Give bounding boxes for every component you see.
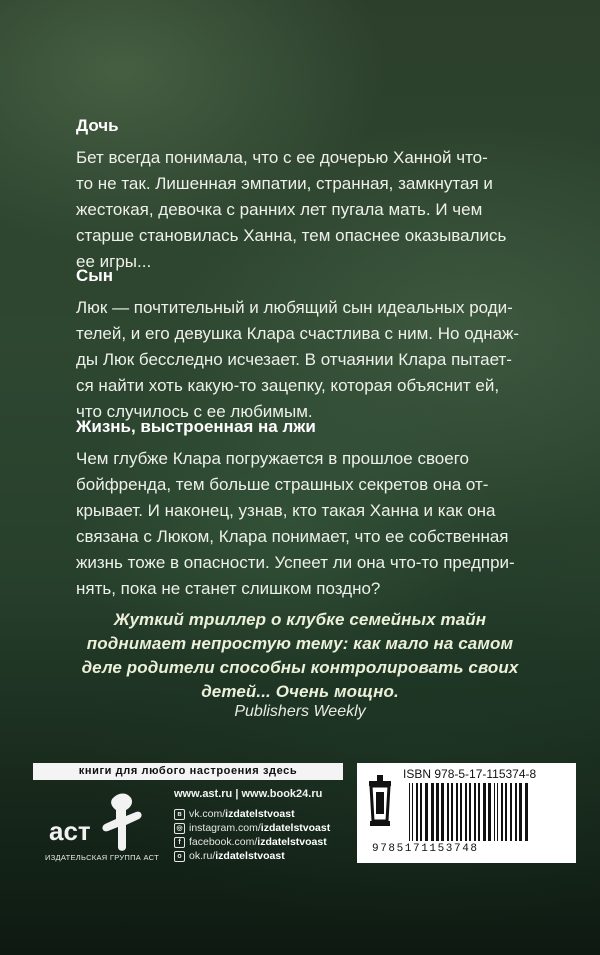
text-line: ся найти хоть какую-то зацепку, которая объяснит ей, bbox=[76, 376, 500, 395]
barcode-bar bbox=[409, 783, 410, 841]
review-quote bbox=[40, 608, 560, 704]
barcode-bar bbox=[451, 783, 453, 841]
logo-text: аст bbox=[49, 816, 91, 846]
social-handle: izdatelstvoast bbox=[260, 822, 331, 834]
text-line: Люк — почтительный и любящий сын идеальных роди- bbox=[76, 298, 513, 317]
section-text bbox=[76, 295, 546, 425]
facebook-icon: f bbox=[174, 837, 185, 848]
lantern-icon bbox=[369, 775, 391, 826]
text-line: бойфренда, тем больше страшных секретов она от- bbox=[76, 475, 489, 494]
social-prefix: ok.ru/ bbox=[189, 850, 216, 862]
section-son bbox=[76, 266, 546, 425]
tagline-bar: книги для любого настроения здесь bbox=[33, 763, 343, 780]
barcode-bar bbox=[441, 783, 444, 841]
social-prefix: instagram.com/ bbox=[189, 822, 261, 834]
barcode-bar bbox=[425, 783, 428, 841]
barcode-bar bbox=[515, 783, 517, 841]
text-line: нять, пока не станет слишком поздно? bbox=[76, 579, 381, 598]
vk-icon: в bbox=[174, 809, 185, 820]
barcode-bar bbox=[525, 783, 528, 841]
section-heading: Дочь bbox=[76, 116, 119, 135]
publisher-links bbox=[174, 788, 330, 863]
section-daughter bbox=[76, 116, 546, 275]
instagram-icon: ◎ bbox=[174, 823, 185, 834]
ok-icon: о bbox=[174, 851, 185, 862]
barcode-bar bbox=[447, 783, 449, 841]
social-handle: izdatelstvoast bbox=[215, 850, 285, 862]
section-heading: Жизнь, выстроенная на лжи bbox=[76, 417, 316, 436]
quote-attribution: Publishers Weekly bbox=[234, 703, 366, 720]
text-line: что случилось с ее любимым. bbox=[76, 402, 313, 421]
quote-line: поднимает непростую тему: как мало на самом bbox=[86, 634, 514, 653]
quote-line: деле родители способны контролировать своих bbox=[81, 658, 519, 677]
logo-caption: ИЗДАТЕЛЬСКАЯ ГРУППА АСТ bbox=[45, 853, 159, 862]
section-life-built-on-lies bbox=[76, 417, 546, 602]
text-line: жестокая, девочка с ранних лет пугала мать. И чем bbox=[76, 200, 483, 219]
barcode-bar bbox=[494, 783, 495, 841]
barcode-bar bbox=[483, 783, 486, 841]
barcode-bar bbox=[460, 783, 462, 841]
barcode-bar bbox=[488, 783, 491, 841]
barcode-bar bbox=[497, 783, 498, 841]
barcode-bar bbox=[420, 783, 422, 841]
barcode-bar bbox=[412, 783, 413, 841]
section-text bbox=[76, 145, 546, 275]
text-line: ды Люк бесследно исчезает. В отчаянии Клара пытает- bbox=[76, 350, 512, 369]
section-text bbox=[76, 446, 546, 602]
text-line: ее игры... bbox=[76, 252, 152, 271]
barcode-bar bbox=[469, 783, 471, 841]
social-link-facebook[interactable] bbox=[174, 835, 330, 849]
barcode-bar bbox=[436, 783, 439, 841]
barcode-bar bbox=[431, 783, 434, 841]
social-link-ok[interactable] bbox=[174, 849, 330, 863]
social-prefix: vk.com/ bbox=[189, 808, 226, 820]
social-prefix: facebook.com/ bbox=[189, 836, 258, 848]
text-line: связана с Люком, Клара понимает, что ее собственная bbox=[76, 527, 509, 546]
text-line: старше становилась Ханна, тем опаснее оказывались bbox=[76, 226, 507, 245]
barcode-bar bbox=[501, 783, 503, 841]
social-link-vk[interactable] bbox=[174, 807, 330, 821]
barcode-bar bbox=[456, 783, 458, 841]
barcode-bar bbox=[510, 783, 512, 841]
text-line: Чем глубже Клара погружается в прошлое своего bbox=[76, 449, 469, 468]
isbn-number: ISBN 978-5-17-115374-8 bbox=[403, 767, 537, 781]
barcode-bars bbox=[409, 783, 528, 841]
barcode-bar bbox=[474, 783, 476, 841]
barcode-bar bbox=[416, 783, 418, 841]
quote-line: детей... Очень мощно. bbox=[201, 682, 399, 701]
website-links[interactable]: www.ast.ru | www.book24.ru bbox=[174, 788, 323, 800]
barcode-bar bbox=[478, 783, 480, 841]
barcode-bar bbox=[519, 783, 522, 841]
text-line: то не так. Лишенная эмпатии, странная, замкнутая и bbox=[76, 174, 493, 193]
text-line: телей, и его девушка Клара счастлива с ним. Но однаж- bbox=[76, 324, 520, 343]
social-link-instagram[interactable] bbox=[174, 821, 330, 835]
text-line: крывает. И наконец, узнав, кто такая Ханна и как она bbox=[76, 501, 496, 520]
text-line: жизнь тоже в опасности. Успеет ли она что-то предпри- bbox=[76, 553, 515, 572]
barcode-digits: 9785171153748 bbox=[372, 843, 479, 855]
text-line: Бет всегда понимала, что с ее дочерью Ханной что- bbox=[76, 148, 488, 167]
barcode-bar bbox=[505, 783, 507, 841]
social-handle: izdatelstvoast bbox=[225, 808, 295, 820]
section-heading: Сын bbox=[76, 266, 114, 285]
ast-logo-icon bbox=[35, 790, 175, 860]
barcode-bar bbox=[465, 783, 467, 841]
quote-line: Жуткий триллер о клубке семейных тайн bbox=[113, 610, 487, 629]
social-handle: izdatelstvoast bbox=[257, 836, 327, 848]
